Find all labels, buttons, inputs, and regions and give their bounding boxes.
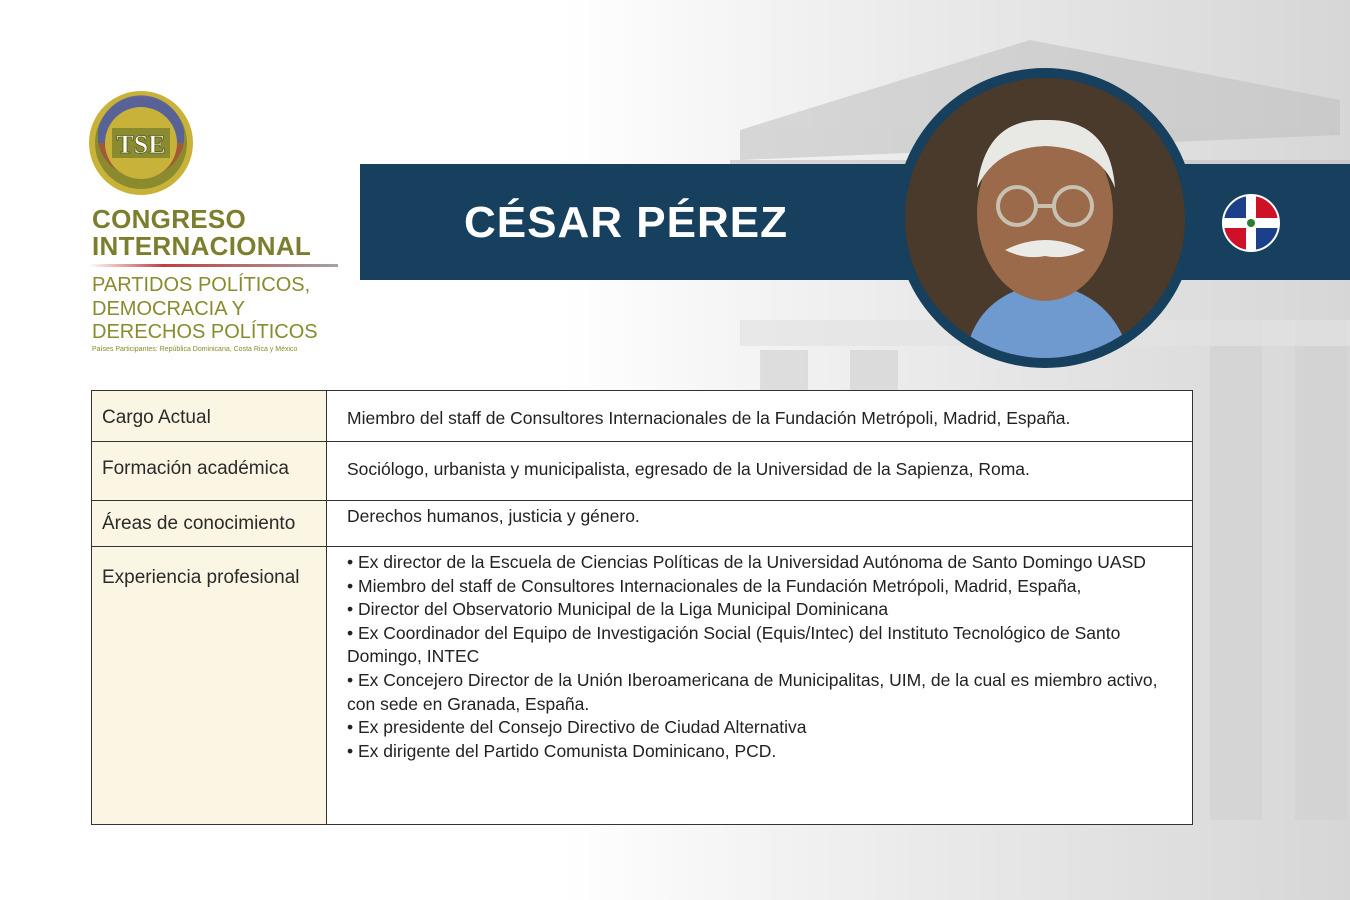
experiencia-value-cell [327, 547, 1193, 825]
list-item: • Ex director de la Escuela de Ciencias Políticas de la Universidad Autónoma de Santo Domingo UASD [347, 551, 1172, 575]
svg-text:TSE: TSE [116, 130, 166, 159]
experiencia-label: Experiencia profesional [102, 567, 300, 588]
formacion-value-cell [327, 442, 1193, 501]
areas-label: Áreas de conocimiento [102, 513, 296, 534]
list-item: • Ex Coordinador del Equipo de Investigación Social (Equis/Intec) del Instituto Tecnológico de Santo Domingo, INTEC [347, 622, 1172, 669]
portrait-illustration [905, 78, 1185, 358]
cargo-value-cell [327, 391, 1193, 442]
bio-table [91, 390, 1193, 825]
table-row [92, 501, 1193, 547]
speaker-photo [905, 78, 1185, 358]
congress-subtitle [92, 274, 318, 345]
congress-title-line2: INTERNACIONAL [92, 231, 312, 261]
list-item: • Ex dirigente del Partido Comunista Dominicano, PCD. [347, 740, 1172, 764]
cargo-value: Miembro del staff de Consultores Internacionales de la Fundación Metrópoli, Madrid, España. [347, 408, 1071, 428]
list-item: • Ex Concejero Director de la Unión Iberoamericana de Municipalitas, UIM, de la cual es miembro activo, con sede en Granada, España. [347, 669, 1172, 716]
participants-note: Países Participantes: República Dominicana, Costa Rica y México [92, 346, 298, 353]
table-row [92, 391, 1193, 442]
tse-seal-logo [88, 90, 194, 196]
subtitle-line1: PARTIDOS POLÍTICOS, [92, 274, 311, 296]
table-row [92, 442, 1193, 501]
formacion-label-cell [92, 442, 327, 501]
table-row [92, 547, 1193, 825]
list-item: • Director del Observatorio Municipal de la Liga Municipal Dominicana [347, 598, 1172, 622]
experiencia-label-cell [92, 547, 327, 825]
experience-list [327, 547, 1192, 763]
list-item: • Ex presidente del Consejo Directivo de Ciudad Alternativa [347, 716, 1172, 740]
cargo-label-cell [92, 391, 327, 442]
congress-title [92, 206, 311, 260]
dominican-republic-flag-icon [1222, 194, 1280, 252]
areas-value-cell [327, 501, 1193, 547]
cargo-label: Cargo Actual [102, 407, 211, 428]
formacion-label: Formación académica [102, 458, 289, 479]
areas-value: Derechos humanos, justicia y género. [347, 506, 640, 526]
areas-label-cell [92, 501, 327, 547]
subtitle-line2: DEMOCRACIA Y [92, 297, 245, 320]
subtitle-line3: DERECHOS POLÍTICOS [92, 321, 318, 343]
title-divider [88, 264, 338, 267]
congress-title-line1: CONGRESO [92, 204, 247, 234]
speaker-name: CÉSAR PÉREZ [464, 198, 788, 247]
list-item: • Miembro del staff de Consultores Internacionales de la Fundación Metrópoli, Madrid, España, [347, 575, 1172, 599]
formacion-value: Sociólogo, urbanista y municipalista, egresado de la Universidad de la Sapienza, Roma. [347, 459, 1030, 479]
